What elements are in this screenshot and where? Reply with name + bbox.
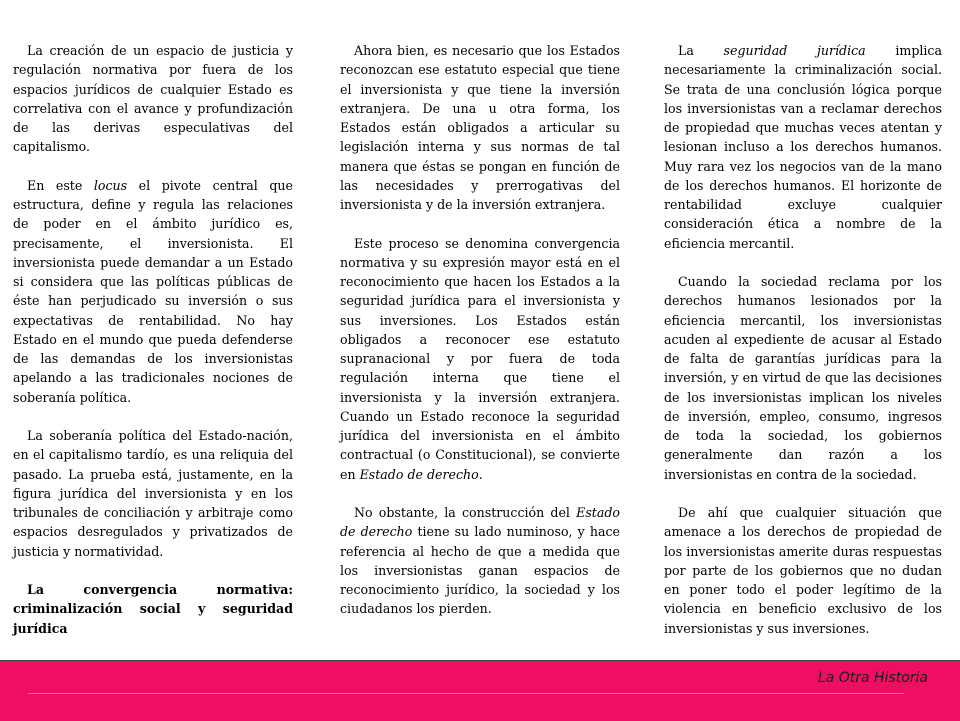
column-2 <box>340 41 620 638</box>
column-paragraphs <box>664 41 942 638</box>
italic-term: Estado de derecho <box>359 466 479 482</box>
text-run: implica necesariamente la criminalización social. Se trata de una conclusión lógica porque los inversionistas van a reclamar derechos de propiedad que muchas veces atentan y lesionan incluso a los derechos humanos. Muy rara vez los negocios van de la mano de los derechos humanos. El horizonte de rentabilidad excluye cualquier consideración ética a nombre de la eficiencia mercantil. <box>664 43 942 251</box>
body-paragraph <box>13 426 293 561</box>
italic-term: locus <box>93 177 128 193</box>
text-run: Este proceso se denomina convergencia normativa y su expresión mayor está en el reconocimiento que hacen los Estados a la seguridad jurídica para el inversionista y sus inversiones. Los Estados están obligados a reconocer ese estatuto supranacional y por fuera de toda regulación interna que tiene el inversionista y la inversión extranjera. Cuando un Estado reconoce la seguridad jurídica del inversionista en el ámbito contractual (o Constitucional), se convierte en <box>340 235 620 482</box>
footer-divider <box>28 693 904 694</box>
column-3 <box>664 41 942 657</box>
body-paragraph <box>13 176 293 407</box>
column-paragraphs <box>340 41 620 619</box>
body-paragraph <box>340 234 620 484</box>
column-1 <box>13 41 293 638</box>
text-run: La creación de un espacio de justicia y regulación normativa por fuera de los espacios jurídicos de cualquier Estado es correlativa con el avance y profundización de las derivas especulativas del capitalismo. <box>13 43 293 155</box>
text-run: La soberanía política del Estado-nación, en el capitalismo tardío, es una reliquia del pasado. La prueba está, justamente, en la figura jurídica del inversionista y en los tribunales de conciliación y arbitraje como espacios desregulados y privatizados de justicia y normatividad. <box>13 428 293 559</box>
body-paragraph <box>664 272 942 484</box>
body-paragraph <box>340 41 620 214</box>
text-run: De ahí que cualquier situación que amenace a los derechos de propiedad de los inversionistas amerite duras respuestas por parte de los gobiernos que no dudan en poner todo el poder legítimo de la violencia en beneficio exclusivo de los inversionistas y sus inversiones. <box>664 505 942 636</box>
text-run: Ahora bien, es necesario que los Estados reconozcan ese estatuto especial que tiene el inversionista y que tiene la inversión extranjera. De una u otra forma, los Estados están obligados a articular su legislación interna y sus normas de tal manera que éstas se pongan en función de las necesidades y prerrogativas del inversionista y de la inversión extranjera. <box>340 43 620 212</box>
body-paragraph <box>13 41 293 157</box>
footer-band <box>0 660 960 721</box>
text-run: tiene su lado numinoso, y hace referencia al hecho de que a medida que los inversionistas ganan espacios de reconocimiento jurídico, la sociedad y los ciudadanos los pierden. <box>340 524 620 617</box>
text-run: En este <box>27 177 94 193</box>
text-run: Cuando la sociedad reclama por los derechos humanos lesionados por la eficiencia mercantil, los inversionistas acuden al expediente de acusar al Estado de falta de garantías jurídicas para la inversión, y en virtud de que las decisiones de los inversionistas implican los niveles de inversión, empleo, consumo, ingresos de toda la sociedad, los gobiernos generalmente dan razón a los inversionistas en contra de la sociedad. <box>664 274 942 482</box>
text-run: La <box>678 43 724 58</box>
italic-term: seguridad jurídica <box>723 43 866 58</box>
text-run: No obstante, la construcción del <box>354 505 577 520</box>
footer-title: La Otra Historia <box>817 670 928 686</box>
body-paragraph <box>664 503 942 638</box>
body-paragraph <box>340 503 620 619</box>
body-paragraph <box>664 41 942 253</box>
text-run: . <box>478 466 483 482</box>
italic-term: Estado de derecho <box>340 505 620 540</box>
section-heading: La convergencia normativa: criminalización social y seguridad jurídica <box>13 582 293 636</box>
text-run: el pivote central que estructura, define y regula las relaciones de poder en el ámbito jurídico es, precisamente, el inversionista. El inversionista puede demandar a un Estado si considera que las políticas públicas de éste han perjudicado su inversión o sus expectativas de rentabilidad. No hay Estado en el mundo que pueda defenderse de las demandas de los inversionistas apelando a las tradicionales nociones de soberanía política. <box>13 177 293 405</box>
column-paragraphs <box>13 41 293 561</box>
